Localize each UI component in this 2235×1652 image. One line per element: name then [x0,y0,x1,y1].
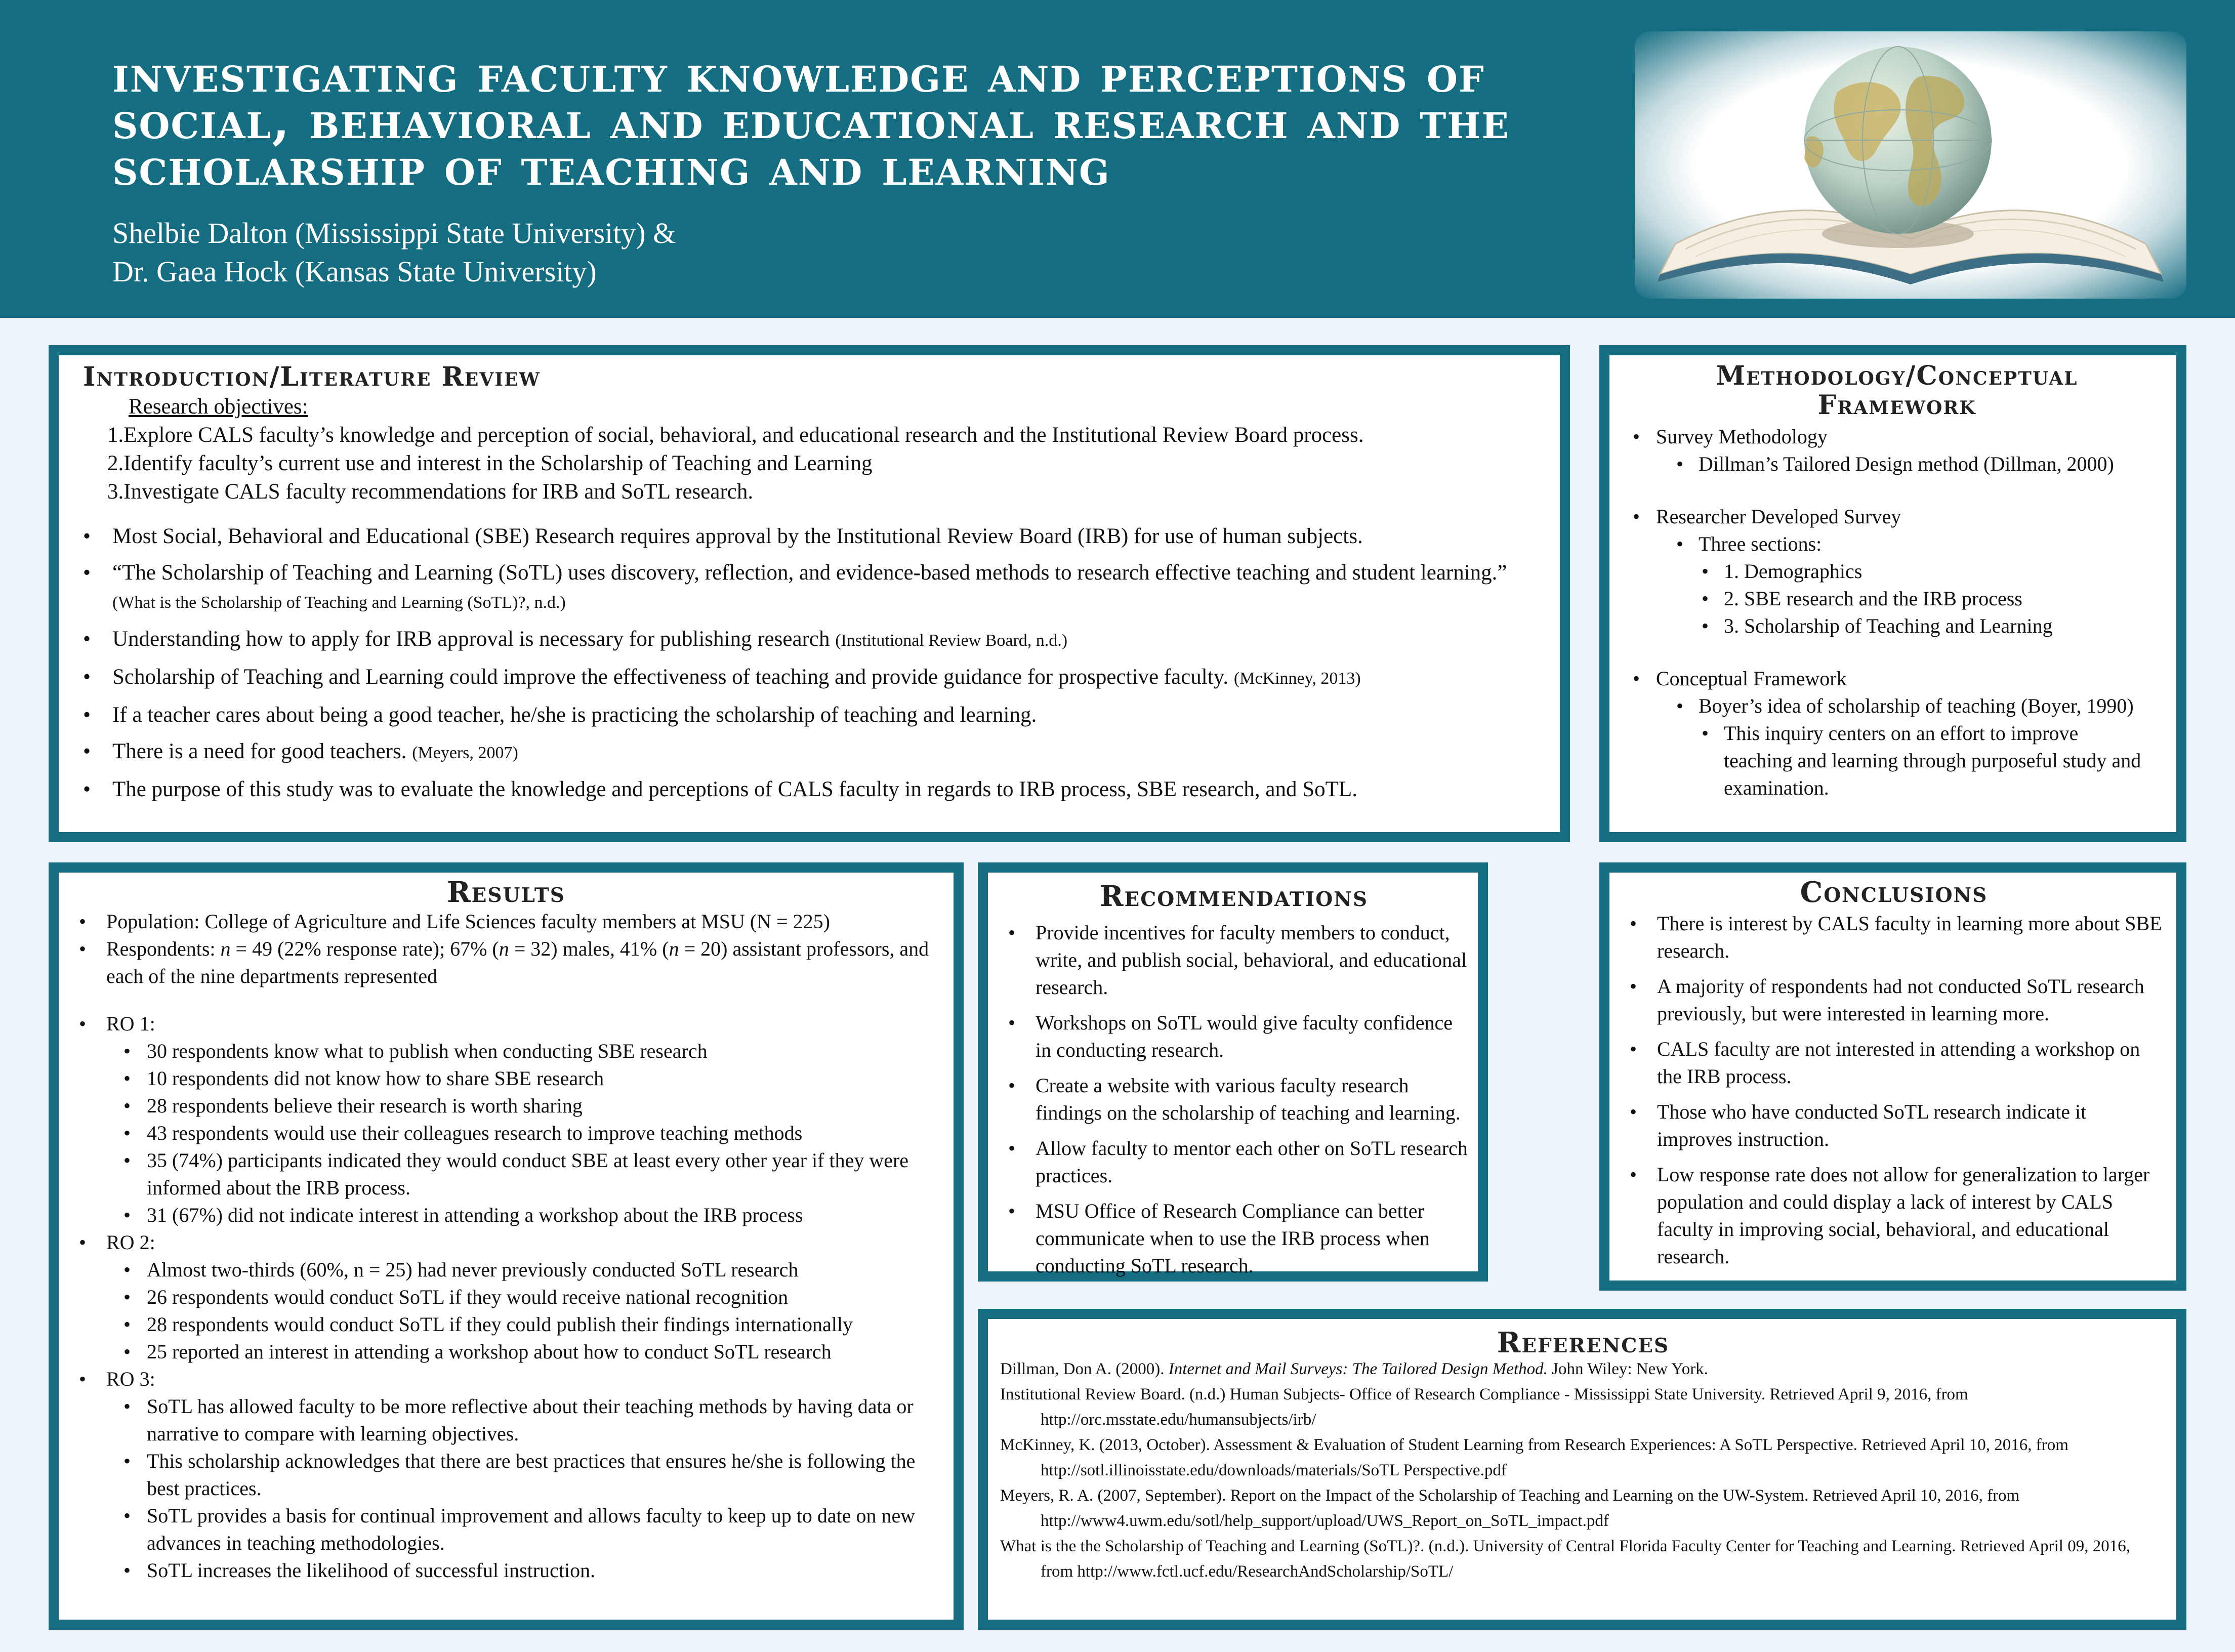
list-item: • 28 respondents would conduct SoTL if they could publish their findings internationally [71,1311,941,1338]
reference-item: Dillman, Don A. (2000). Internet and Mail Surveys: The Tailored Design Method. John Wiley: New York. [1000,1360,1708,1378]
methodology-list [1628,423,2166,802]
objective-2: 2.Identify faculty’s current use and interest in the Scholarship of Teaching and Learning [107,451,873,475]
methodology-panel [1599,345,2186,842]
recommendations-heading: Recommendations [1100,880,1368,913]
reference-item: Meyers, R. A. (2007, September). Report on the Impact of the Scholarship of Teaching and Learning on the UW-System. Retrieved April 10, 2016, from http://www4.uwm.edu/sotl/help_support/upload/UWS_Report_on_SoTL_impact.pdf [1000,1486,2020,1530]
conclusions-list [1622,910,2166,1270]
list-item: • Population: College of Agriculture and Life Sciences faculty members at MSU (N = 225) [71,908,941,935]
reference-item: Institutional Review Board. (n.d.) Human Subjects- Office of Research Compliance - Mississippi State University. Retrieved April 9, 2016, from http://orc.msstate.edu/humansubjects/irb/ [1000,1385,1968,1429]
list-item: • This scholarship acknowledges that there are best practices that ensures he/she is following the best practices. [71,1448,941,1502]
list-item: • Dillman’s Tailored Design method (Dillman, 2000) [1628,450,2166,478]
author-list [112,214,676,291]
list-item: • 26 respondents would conduct SoTL if they would receive national recognition [71,1284,941,1311]
list-item: • 1. Demographics [1628,558,2166,585]
list-item: • Boyer’s idea of scholarship of teaching (Boyer, 1990) [1628,692,2166,720]
objective-1: 1.Explore CALS faculty’s knowledge and perception of social, behavioral, and educational research and the Institutional Review Board process. [107,423,1364,447]
results-list [71,908,941,1584]
poster-title: investigating faculty knowledge and perceptions of social, behavioral and educational research and the scholarship of teaching and learning [112,44,1510,197]
author-1: Shelbie Dalton (Mississippi State University) & [112,217,676,250]
objective-3: 3.Investigate CALS faculty recommendations for IRB and SoTL research. [107,480,754,504]
references-heading: References [1497,1326,1670,1359]
list-item: • There is a need for good teachers. (Meyers, 2007) [83,737,1545,767]
intro-heading: Introduction/Literature Review [83,361,541,392]
list-item: • 31 (67%) did not indicate interest in attending a workshop about the IRB process [71,1202,941,1229]
list-item: • Understanding how to apply for IRB approval is necessary for publishing research (Institutional Review Board, n.d.) [83,625,1545,655]
list-item: • SoTL has allowed faculty to be more reflective about their teaching methods by having data or narrative to compare with learning objectives. [71,1393,941,1448]
results-panel [49,862,964,1630]
list-item: • Create a website with various faculty research findings on the scholarship of teaching and learning. [1000,1072,1468,1127]
author-2: Dr. Gaea Hock (Kansas State University) [112,255,597,288]
reference-item: McKinney, K. (2013, October). Assessment & Evaluation of Student Learning from Research Experiences: A SoTL Perspective. Retrieved April 10, 2016, from http://sotl.illinoisstate.edu/downloads/materials/SoTL Perspective.pdf [1000,1436,2068,1479]
references-panel [978,1309,2186,1630]
conclusions-heading: Conclusions [1800,876,1988,909]
list-item: • RO 2: [71,1229,941,1256]
list-item: • RO 1: [71,1010,941,1038]
list-item: • SoTL provides a basis for continual improvement and allows faculty to keep up to date on new advances in teaching methodologies. [71,1502,941,1557]
list-item: • SoTL increases the likelihood of successful instruction. [71,1557,941,1584]
list-item: • Scholarship of Teaching and Learning could improve the effectiveness of teaching and provide guidance for prospective faculty. (McKinney, 2013) [83,663,1545,693]
list-item: • Conceptual Framework [1628,665,2166,692]
list-item: • Allow faculty to mentor each other on SoTL research practices. [1000,1135,1468,1189]
list-item: • CALS faculty are not interested in attending a workshop on the IRB process. [1622,1036,2166,1090]
list-item: • 43 respondents would use their colleagues research to improve teaching methods [71,1120,941,1147]
list-item: • 3. Scholarship of Teaching and Learning [1628,612,2166,640]
recommendations-list [1000,919,1468,1279]
list-item: • 35 (74%) participants indicated they would conduct SBE at least every other year if they were informed about the IRB process. [71,1147,941,1202]
list-item: • There is interest by CALS faculty in learning more about SBE research. [1622,910,2166,965]
list-item: • The purpose of this study was to evaluate the knowledge and perceptions of CALS faculty in regards to IRB process, SBE research, and SoTL. [83,775,1545,804]
intro-bullets [83,522,1545,804]
recommendations-panel [978,862,1488,1282]
list-item: • Three sections: [1628,530,2166,558]
poster-header [0,0,2235,318]
objectives-label: Research objectives: [129,395,308,419]
conclusions-panel [1599,862,2186,1291]
list-item: • 10 respondents did not know how to share SBE research [71,1065,941,1092]
list-item: • RO 3: [71,1366,941,1393]
objectives-list [83,421,1545,506]
list-item: • Workshops on SoTL would give faculty confidence in conducting research. [1000,1009,1468,1064]
list-item: • Researcher Developed Survey [1628,503,2166,530]
list-item: • Those who have conducted SoTL research indicate it improves instruction. [1622,1098,2166,1153]
list-item: • 2. SBE research and the IRB process [1628,585,2166,612]
list-item: • “The Scholarship of Teaching and Learning (SoTL) uses discovery, reflection, and evidence-based methods to research effective teaching and student learning.” (What is the Scholarship of Teaching and Learning (SoTL)?, n.d.) [83,559,1545,617]
globe-on-open-book-icon [1635,31,2186,299]
results-heading: Results [447,876,565,909]
list-item: • 28 respondents believe their research is worth sharing [71,1092,941,1120]
list-item: • 25 reported an interest in attending a workshop about how to conduct SoTL research [71,1338,941,1366]
methodology-heading: Methodology/Conceptual Framework [1716,360,2078,421]
list-item: • Low response rate does not allow for generalization to larger population and could display a lack of interest by CALS faculty in improving social, behavioral, and educational research. [1622,1161,2166,1270]
list-item: • MSU Office of Research Compliance can better communicate when to use the IRB process when conducting SoTL research. [1000,1197,1468,1279]
list-item: • This inquiry centers on an effort to improve teaching and learning through purposeful study and examination. [1628,720,2166,802]
list-item: • Most Social, Behavioral and Educational (SBE) Research requires approval by the Institutional Review Board (IRB) for use of human subjects. [83,522,1545,551]
list-item: • A majority of respondents had not conducted SoTL research previously, but were interested in learning more. [1622,973,2166,1027]
intro-panel [49,345,1570,842]
list-item: • If a teacher cares about being a good teacher, he/she is practicing the scholarship of teaching and learning. [83,701,1545,729]
list-item: • Almost two-thirds (60%, n = 25) had never previously conducted SoTL research [71,1256,941,1284]
list-item: • Provide incentives for faculty members to conduct, write, and publish social, behavioral, and educational research. [1000,919,1468,1001]
list-item: • Respondents: n = 49 (22% response rate); 67% (n = 32) males, 41% (n = 20) assistant professors, and each of the nine departments represented [71,935,941,990]
list-item: • 30 respondents know what to publish when conducting SBE research [71,1038,941,1065]
reference-item: What is the the Scholarship of Teaching and Learning (SoTL)?. (n.d.). University of Central Florida Faculty Center for Teaching and Learning. Retrieved April 09, 2016, from http://www.fctl.ucf.edu/ResearchAndScholarship/SoTL/ [1000,1537,2130,1581]
list-item: • Survey Methodology [1628,423,2166,450]
